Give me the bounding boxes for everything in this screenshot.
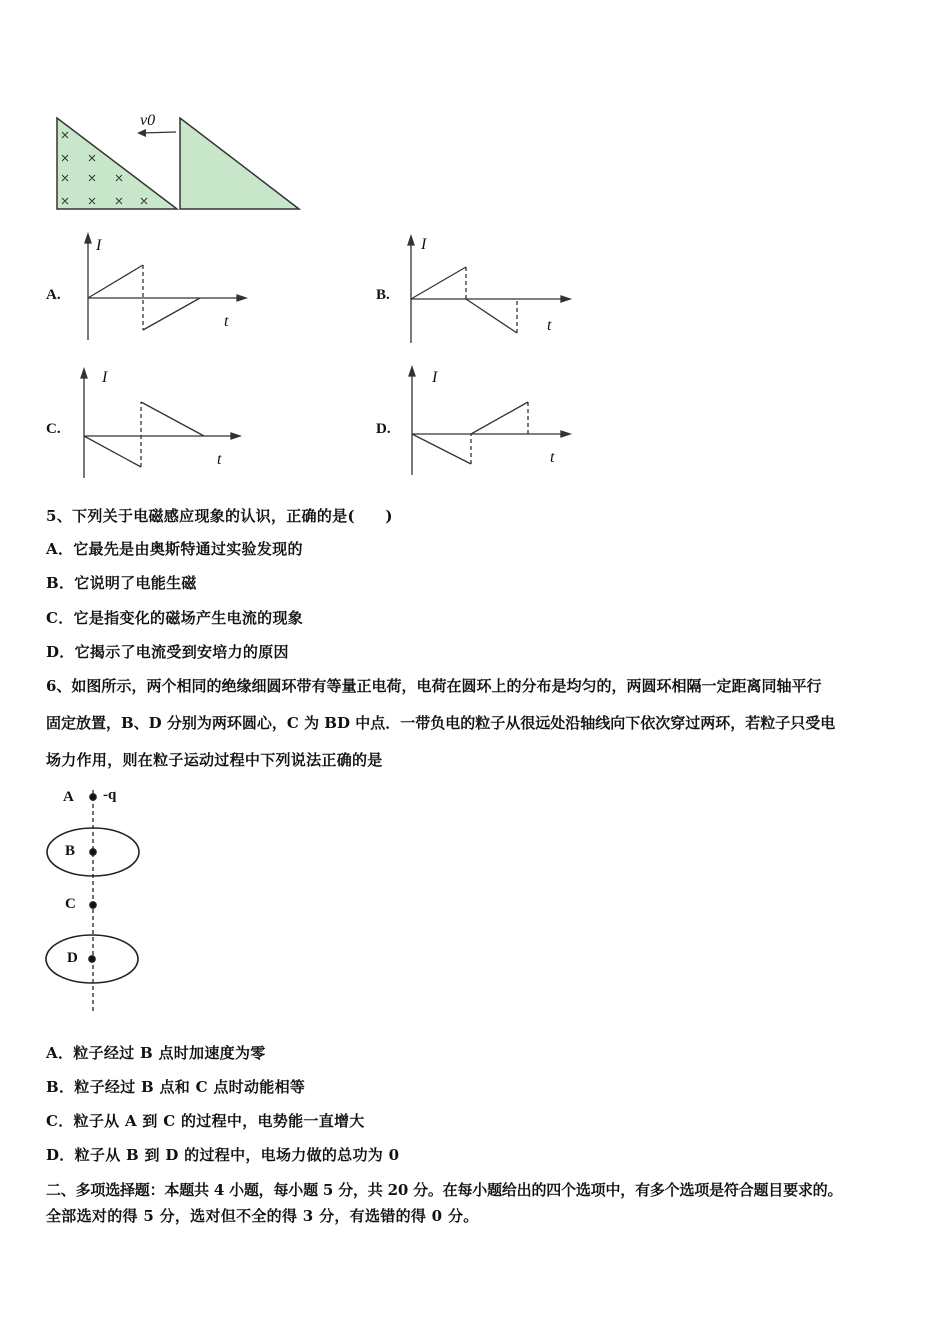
section-2-heading-line-2: 全部选对的得 5 分，选对但不全的得 3 分，有选错的得 0 分。 xyxy=(46,1207,479,1225)
question-6-option-a: A．粒子经过 B 点时加速度为零 xyxy=(46,1044,266,1062)
velocity-label: v0 xyxy=(140,112,156,129)
point-label-c: C xyxy=(65,896,76,912)
graph-a xyxy=(85,234,246,340)
graph-b xyxy=(408,236,570,343)
question-6-option-c: C．粒子从 A 到 C 的过程中，电势能一直增大 xyxy=(46,1112,365,1130)
question-5-option-a: A．它最先是由奥斯特通过实验发现的 xyxy=(46,540,303,558)
option-label-d: D. xyxy=(376,421,391,437)
question-6-stem-line-3: 场力作用，则在粒子运动过程中下列说法正确的是 xyxy=(46,751,383,769)
axis-label-i: I xyxy=(96,237,102,254)
point-label-a: A xyxy=(63,789,74,805)
question-6-stem-line-1: 6、如图所示，两个相同的绝缘细圆环带有等量正电荷，电荷在圆环上的分布是均匀的，两圆环相隔一定距离同轴平行 xyxy=(46,677,822,695)
rings-figure xyxy=(46,790,139,1012)
axis-label-t: t xyxy=(224,313,229,330)
question-5-option-d: D．它揭示了电流受到安培力的原因 xyxy=(46,643,289,661)
axis-label-i: I xyxy=(421,236,427,253)
axis-label-t: t xyxy=(217,451,222,468)
point-label-d: D xyxy=(67,950,78,966)
magnetic-field-triangle xyxy=(57,118,177,209)
axis-label-t: t xyxy=(547,317,552,334)
option-label-c: C. xyxy=(46,421,61,437)
option-label-b: B. xyxy=(376,287,390,303)
axis-label-i: I xyxy=(102,369,108,386)
question-6-option-d: D．粒子从 B 到 D 的过程中，电场力做的总功为 0 xyxy=(46,1146,400,1164)
charge-label: -q xyxy=(103,787,117,803)
axis-label-t: t xyxy=(550,449,555,466)
point-label-b: B xyxy=(65,843,76,859)
question-5-option-c: C．它是指变化的磁场产生电流的现象 xyxy=(46,609,304,627)
conductor-triangle xyxy=(180,118,299,209)
question-6-stem-line-2: 固定放置，B、D 分别为两环圆心，C 为 BD 中点．一带负电的粒子从很远处沿轴线向下依次穿过两环，若粒子只受电 xyxy=(46,714,836,732)
velocity-arrow xyxy=(137,129,176,137)
question-6-option-b: B．粒子经过 B 点和 C 点时动能相等 xyxy=(46,1078,306,1096)
question-5-option-b: B．它说明了电能生磁 xyxy=(46,574,197,592)
section-2-heading-line-1: 二、多项选择题：本题共 4 小题，每小题 5 分，共 20 分。在每小题给出的四个选项中，有多个选项是符合题目要求的。 xyxy=(46,1181,843,1199)
axis-label-i: I xyxy=(432,369,438,386)
option-label-a: A. xyxy=(46,287,61,303)
question-5-stem: 5、下列关于电磁感应现象的认识，正确的是( ) xyxy=(46,507,393,525)
